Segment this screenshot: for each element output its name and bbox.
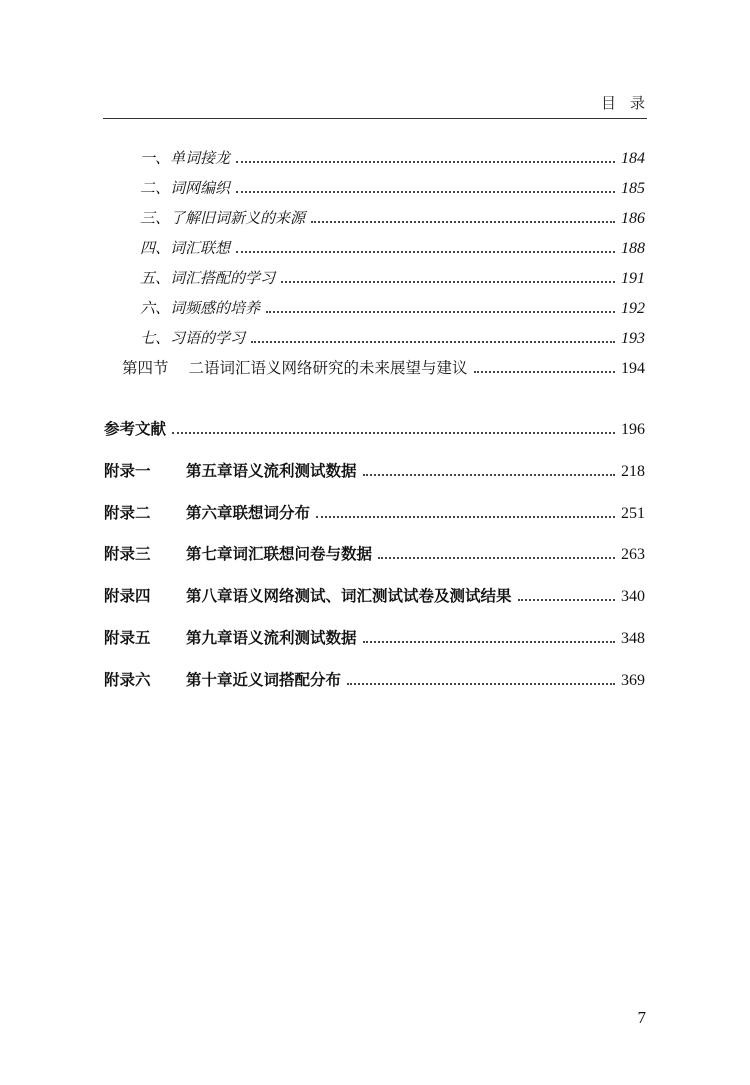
leader-dots — [281, 280, 615, 283]
toc-page-number: 194 — [621, 360, 645, 377]
toc-appendix[interactable] — [104, 458, 645, 484]
leader-dots — [311, 220, 615, 223]
toc-subitem-label: 二、词网编织 — [140, 179, 231, 197]
appendix-title: 第九章语义流利测试数据 — [186, 628, 357, 647]
leader-dots — [518, 598, 615, 601]
toc-page-number: 185 — [621, 180, 645, 197]
appendix-title: 第八章语义网络测试、词汇测试试卷及测试结果 — [186, 586, 512, 605]
leader-dots — [363, 473, 615, 476]
leader-dots — [251, 340, 615, 343]
toc-page-number: 218 — [621, 463, 645, 480]
toc-subitem-label: 三、了解旧词新义的来源 — [140, 209, 306, 227]
toc-appendix[interactable] — [104, 625, 645, 651]
toc-page-number: 192 — [621, 300, 645, 317]
toc-page-number: 196 — [621, 421, 645, 438]
toc-page-number: 263 — [621, 546, 645, 563]
leader-dots — [474, 370, 615, 373]
toc-subitem-label: 四、词汇联想 — [140, 239, 231, 257]
leader-dots — [347, 682, 615, 685]
toc-subitem-label: 一、单词接龙 — [140, 149, 231, 167]
appendix-number: 附录二 — [104, 503, 151, 522]
appendix-number: 附录三 — [104, 544, 151, 563]
toc-appendix[interactable] — [104, 541, 645, 567]
leader-dots — [236, 190, 615, 193]
appendix-title: 第十章近义词搭配分布 — [186, 670, 342, 689]
leader-dots — [378, 556, 615, 559]
toc-subitem-label: 五、词汇搭配的学习 — [140, 269, 276, 287]
appendix-number: 附录五 — [104, 628, 151, 647]
leader-dots — [236, 250, 615, 253]
header-title: 目录 — [600, 94, 659, 112]
toc-subitem[interactable] — [140, 145, 645, 171]
leader-dots — [316, 515, 615, 518]
toc-page-number: 188 — [621, 240, 645, 257]
references-label: 参考文献 — [104, 419, 167, 438]
appendix-number: 附录四 — [104, 586, 151, 605]
toc-subitem[interactable] — [140, 265, 645, 291]
leader-dots — [266, 310, 615, 313]
toc-appendix[interactable] — [104, 500, 645, 526]
toc-appendix[interactable] — [104, 667, 645, 693]
toc-section[interactable] — [122, 355, 645, 381]
toc-page-number: 186 — [621, 210, 645, 227]
leader-dots — [236, 160, 615, 163]
toc-section-label — [122, 355, 468, 381]
running-header — [103, 88, 659, 119]
appendix-title: 第七章词汇联想问卷与数据 — [186, 544, 373, 563]
toc-subitem[interactable] — [140, 235, 645, 261]
toc-subitem-label: 七、习语的学习 — [140, 329, 246, 347]
toc-references[interactable] — [104, 416, 645, 442]
toc-page-number: 251 — [621, 505, 645, 522]
appendix-number: 附录六 — [104, 670, 151, 689]
toc-page-number: 191 — [621, 270, 645, 287]
toc-subitem-label: 六、词频感的培养 — [140, 299, 261, 317]
toc-appendix[interactable] — [104, 583, 645, 609]
appendix-title: 第六章联想词分布 — [186, 503, 311, 522]
section-number: 第四节 — [122, 359, 169, 377]
toc-subitem[interactable] — [140, 175, 645, 201]
section-title: 二语词汇语义网络研究的未来展望与建议 — [188, 359, 468, 377]
toc-subitem[interactable] — [140, 325, 645, 351]
leader-dots — [172, 431, 615, 434]
toc-page-number: 340 — [621, 588, 645, 605]
folio-page-number: 7 — [637, 1008, 646, 1027]
toc-page-number: 369 — [621, 672, 645, 689]
appendix-title: 第五章语义流利测试数据 — [186, 461, 357, 480]
toc-page-number: 184 — [621, 150, 645, 167]
toc-page-number: 193 — [621, 330, 645, 347]
toc-subitem[interactable] — [140, 295, 645, 321]
leader-dots — [363, 640, 615, 643]
toc-subitem[interactable] — [140, 205, 645, 231]
appendix-number: 附录一 — [104, 461, 151, 480]
toc-page-number: 348 — [621, 630, 645, 647]
